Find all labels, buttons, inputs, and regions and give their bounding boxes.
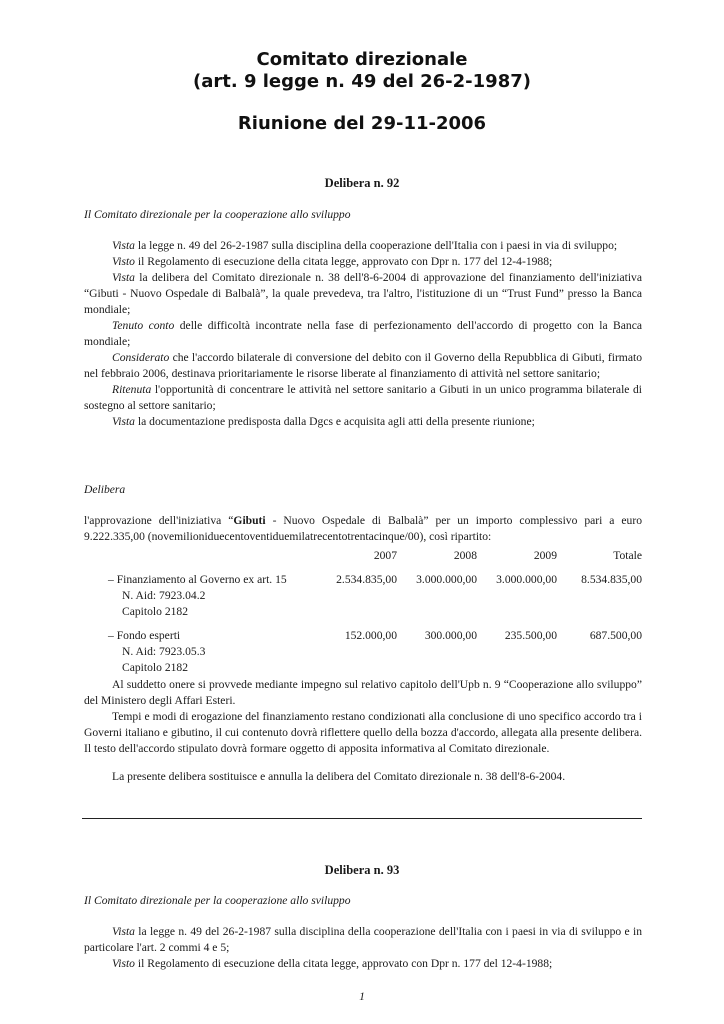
delibera-93-heading: Delibera n. 93: [324, 863, 400, 877]
row-1-2007: 2.534.835,00: [336, 573, 397, 586]
row-2-capitolo: Capitolo 2182: [122, 661, 189, 674]
table-row: [84, 572, 642, 588]
consideration-1: Vista la legge n. 49 del 26-2-1987 sulla disciplina della cooperazione dell'Italia con i paesi in via di sviluppo e in particolare l'art. 2 commi 4 e 5;: [84, 925, 642, 954]
delibera-92-heading: Delibera n. 92: [324, 176, 400, 190]
consideration-2: Visto il Regolamento di esecuzione della citata legge, approvato con Dpr n. 177 del 12-4-1988;: [112, 957, 553, 970]
table-header-row: [84, 548, 642, 564]
meeting-date-title: Riunione del 29-11-2006: [237, 113, 487, 134]
consideration-7: Vista la documentazione predisposta dalla Dgcs e acquisita agli atti della presente riunione;: [112, 415, 535, 428]
title-line-2: (art. 9 legge n. 49 del 26-2-1987): [193, 71, 531, 92]
consideration-1: Vista la legge n. 49 del 26-2-1987 sulla disciplina della cooperazione dell'Italia con i paesi in via di sviluppo;: [112, 239, 618, 252]
delibera-92-committee: Il Comitato direzionale per la cooperazione allo sviluppo: [84, 208, 351, 221]
row-2-label: – Fondo esperti: [108, 629, 181, 642]
page-number: 1: [359, 990, 365, 1003]
closing-paragraph-3: La presente delibera sostituisce e annulla la delibera del Comitato direzionale n. 38 dell'8-6-2004.: [112, 770, 566, 783]
delibera-93-considerations: [84, 924, 642, 972]
section-divider: [82, 818, 642, 819]
consideration-3: Vista la delibera del Comitato direzionale n. 38 dell'8-6-2004 di approvazione del finanziamento dell'iniziativa “Gibuti - Nuovo Ospedale di Balbalà”, la quale prevedeva, tra l'altro, l'istituzione di un “Trust Fund” presso la Banca mondiale;: [84, 271, 642, 316]
row-2-totale: 687.500,00: [589, 629, 642, 642]
consideration-2: Visto il Regolamento di esecuzione della citata legge, approvato con Dpr n. 177 del 12-4-1988;: [112, 255, 553, 268]
delibera-92-considerations: [84, 238, 642, 430]
row-1-2008: 3.000.000,00: [416, 573, 477, 586]
consideration-6: Ritenuta l'opportunità di concentrare le attività nel settore sanitario a Gibuti in un unico programma bilaterale di sostegno al settore sanitario;: [84, 383, 642, 412]
consideration-4: Tenuto conto delle difficoltà incontrate nella fase di perfezionamento dell'accordo di progetto con la Banca mondiale;: [84, 319, 642, 348]
row-2-aid: N. Aid: 7923.05.3: [122, 645, 206, 658]
row-1-capitolo: Capitolo 2182: [122, 605, 189, 618]
financing-table: [84, 548, 642, 676]
row-2-2007: 152.000,00: [344, 629, 397, 642]
row-1-2009: 3.000.000,00: [496, 573, 557, 586]
approval-bold-gibuti: Gibuti: [233, 514, 266, 527]
delibera-92-label: Delibera: [84, 483, 126, 496]
row-2-2008: 300.000,00: [424, 629, 477, 642]
delibera-92-closing: [84, 677, 642, 785]
header-2008: 2008: [453, 549, 477, 562]
table-row: [84, 628, 642, 644]
consideration-5: Considerato che l'accordo bilaterale di conversione del debito con il Governo della Repubblica di Gibuti, firmato nel febbraio 2006, destinava prioritariamente le risorse liberate al finanziamento di attività nel settore sanitario;: [84, 351, 642, 380]
header-2007: 2007: [373, 549, 397, 562]
row-1-label: – Finanziamento al Governo ex art. 15: [108, 573, 287, 586]
row-2-2009: 235.500,00: [504, 629, 557, 642]
title-line-1: Comitato direzionale: [256, 49, 468, 70]
row-1-totale: 8.534.835,00: [581, 573, 642, 586]
delibera-92-approval: l'approvazione dell'iniziativa “Gibuti - Nuovo Ospedale di Balbalà” per un importo complessivo pari a euro 9.222.335,00 (novemilioniduecentoventiduemilatrecentotrentacinque/00), così ripartito:: [84, 514, 642, 543]
header-totale: Totale: [613, 549, 642, 562]
header-2009: 2009: [533, 549, 557, 562]
closing-paragraph-2: Tempi e modi di erogazione del finanziamento restano condizionati alla conclusione di uno specifico accordo tra i Governi italiano e gibutino, il cui contenuto dovrà riflettere quello della bozza d'accordo, allegata alla presente delibera. Il testo dell'accordo stipulato dovrà formare oggetto di apposita informativa al Comitato direzionale.: [84, 710, 642, 755]
closing-paragraph-1: Al suddetto onere si provvede mediante impegno sul relativo capitolo dell'Upb n. 9 “Cooperazione allo sviluppo” del Ministero degli Affari Esteri.: [84, 678, 642, 707]
row-1-aid: N. Aid: 7923.04.2: [122, 589, 206, 602]
delibera-93-committee: Il Comitato direzionale per la cooperazione allo sviluppo: [84, 894, 351, 907]
